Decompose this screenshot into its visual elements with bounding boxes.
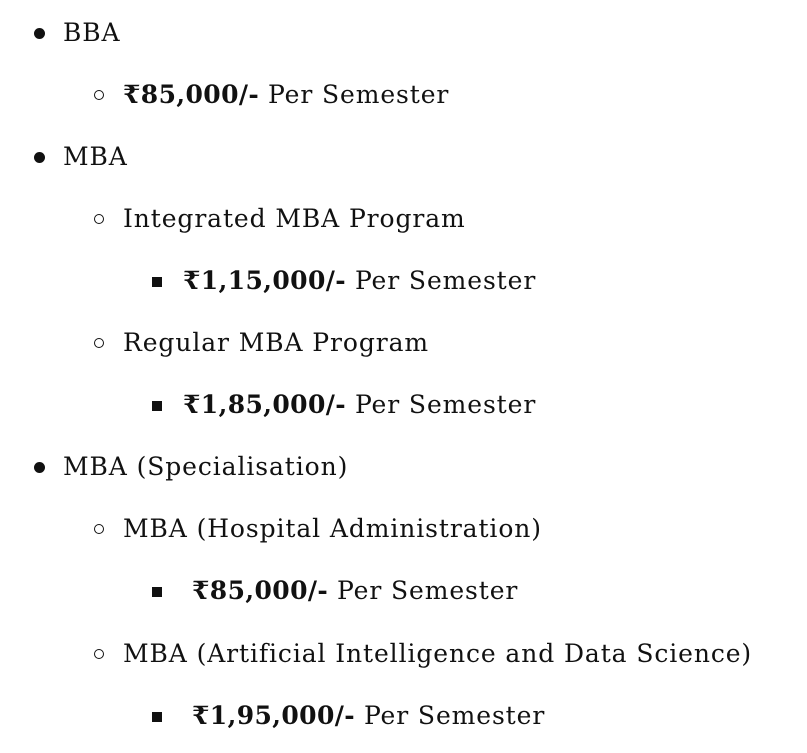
program-label: MBA (Hospital Administration) <box>123 514 542 543</box>
bullet-square-icon <box>152 712 162 722</box>
bullet-square-icon <box>152 277 162 287</box>
program-label: Regular MBA Program <box>123 328 429 357</box>
fee-period: Per Semester <box>328 576 519 605</box>
fee-amount: ₹1,95,000/- <box>192 701 356 730</box>
bullet-circle-icon <box>94 90 104 100</box>
bullet-circle-icon <box>94 524 104 534</box>
fee-period: Per Semester <box>355 701 546 730</box>
fee-amount: ₹1,85,000/- <box>183 390 347 419</box>
bullet-disc-icon <box>34 462 45 473</box>
program-label: MBA (Specialisation) <box>63 452 349 481</box>
bullet-circle-icon <box>94 338 104 348</box>
fee-amount: ₹85,000/- <box>192 576 329 605</box>
fee-period: Per Semester <box>346 390 537 419</box>
program-label: Integrated MBA Program <box>123 204 466 233</box>
fee-period: Per Semester <box>346 266 537 295</box>
fee-period: Per Semester <box>259 80 450 109</box>
program-label: MBA (Artificial Intelligence and Data Science) <box>123 639 753 668</box>
fee-amount: ₹85,000/- <box>123 80 260 109</box>
bullet-circle-icon <box>94 649 104 659</box>
bullet-square-icon <box>152 587 162 597</box>
bullet-disc-icon <box>34 152 45 163</box>
bullet-circle-icon <box>94 214 104 224</box>
bullet-square-icon <box>152 401 162 411</box>
bullet-disc-icon <box>34 28 45 39</box>
program-label: MBA <box>63 142 128 171</box>
program-label: BBA <box>63 18 121 47</box>
fee-amount: ₹1,15,000/- <box>183 266 347 295</box>
